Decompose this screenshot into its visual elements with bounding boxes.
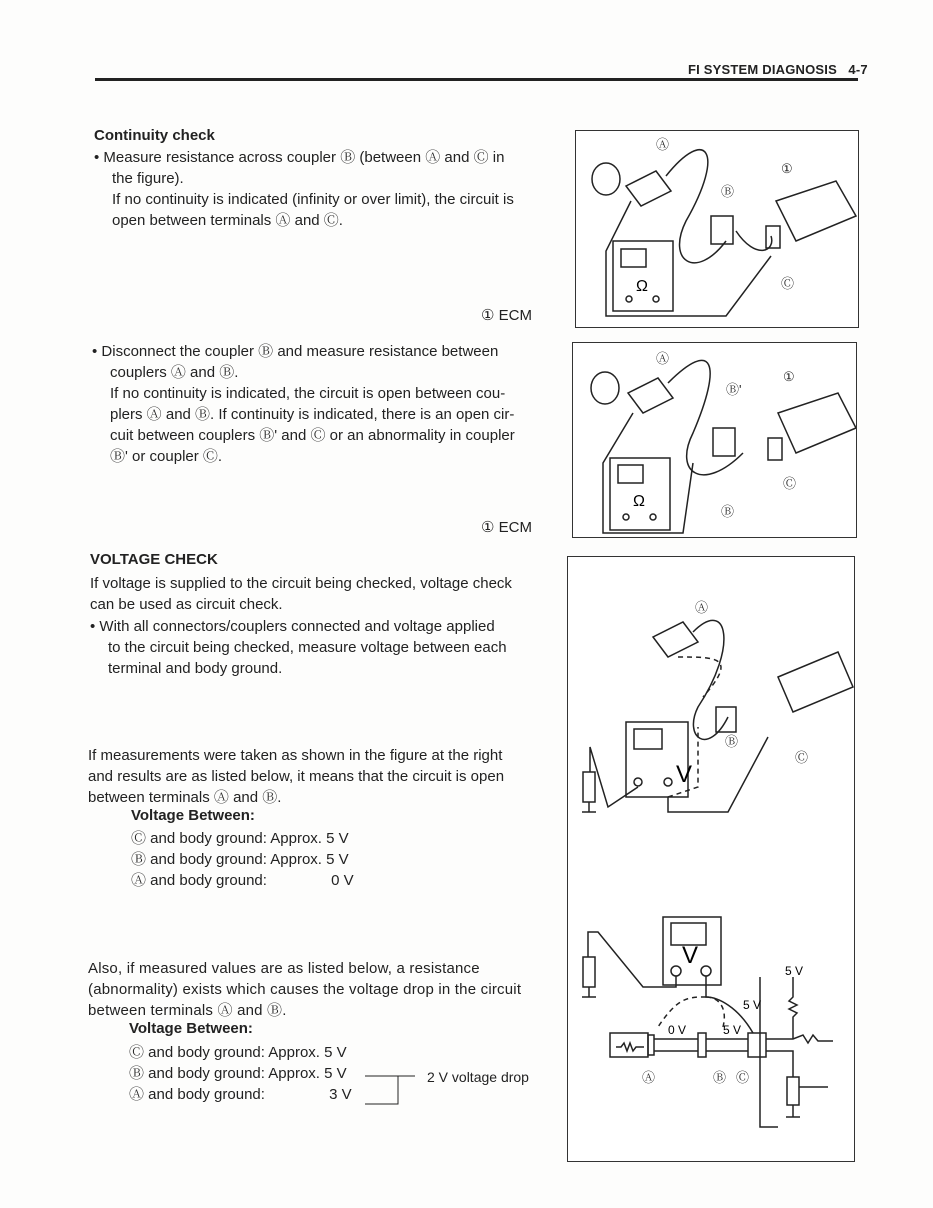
row-value: Approx. 5 V: [270, 830, 349, 847]
page-header: [688, 62, 868, 77]
text-line: • Disconnect the coupler Ⓑ and measure resistance between: [92, 343, 499, 360]
row-value: Approx. 5 V: [270, 851, 349, 868]
label-a: Ⓐ: [695, 600, 709, 615]
text-line: If no continuity is indicated (infinity or over limit), the circuit is: [112, 191, 514, 208]
drop-note: 2 V voltage drop: [427, 1069, 529, 1085]
text-line: couplers Ⓐ and Ⓑ.: [110, 364, 239, 381]
wiring-diagram: [568, 557, 854, 1161]
text-line: open between terminals Ⓐ and Ⓒ.: [112, 212, 343, 229]
text-line: Also, if measured values are as listed below, a resistance: [88, 960, 480, 977]
case1-text: [88, 745, 504, 808]
text-line: plers Ⓐ and Ⓑ. If continuity is indicated, there is an open cir-: [110, 406, 515, 423]
row-value: Approx. 5 V: [268, 1065, 347, 1082]
label-0v: 0 V: [668, 1023, 687, 1037]
voltage-heading: VOLTAGE CHECK: [90, 551, 218, 568]
case1-title: Voltage Between:: [131, 807, 255, 824]
row-label: Ⓑ and body ground:: [129, 1065, 265, 1082]
row-value: Approx. 5 V: [268, 1044, 347, 1061]
label-b: Ⓑ: [725, 734, 739, 749]
label-c: Ⓒ: [736, 1070, 750, 1085]
label-b: Ⓑ: [713, 1070, 727, 1085]
continuity-heading: Continuity check: [94, 127, 215, 144]
text-line: If no continuity is indicated, the circuit is open between cou-: [110, 385, 506, 402]
text-line: can be used as circuit check.: [90, 596, 283, 613]
text-line: If measurements were taken as shown in the figure at the right: [88, 747, 503, 764]
text-line: the figure).: [112, 170, 184, 187]
row-label: Ⓒ and body ground:: [131, 830, 267, 847]
row-label: Ⓐ and body ground:: [131, 872, 267, 889]
figure-caption: ① ECM: [481, 307, 532, 324]
header-rule: [95, 78, 858, 81]
text-line: between terminals Ⓐ and Ⓑ.: [88, 1002, 287, 1019]
continuity-para2: [92, 341, 515, 467]
section-title: FI SYSTEM DIAGNOSIS: [688, 62, 837, 77]
figure-voltage: [567, 556, 855, 1162]
wiring-diagram: [576, 131, 858, 327]
drop-bracket: [360, 1070, 420, 1110]
text-line: • Measure resistance across coupler Ⓑ (between Ⓐ and Ⓒ in: [94, 149, 505, 166]
voltage-intro: [90, 573, 512, 615]
page-number: 4-7: [848, 62, 868, 77]
ohm-symbol: Ω: [633, 493, 645, 510]
text-line: between terminals Ⓐ and Ⓑ.: [88, 789, 282, 806]
voltage-bullet: [90, 616, 507, 679]
row-label: Ⓒ and body ground:: [129, 1044, 265, 1061]
ohm-symbol: Ω: [636, 278, 648, 295]
text-line: terminal and body ground.: [108, 660, 283, 677]
row-label: Ⓑ and body ground:: [131, 851, 267, 868]
text-line: If voltage is supplied to the circuit being checked, voltage check: [90, 575, 512, 592]
volt-symbol: V: [682, 942, 699, 969]
label-c: Ⓒ: [781, 276, 795, 291]
label-c: Ⓒ: [795, 750, 809, 765]
figure-continuity-1: [575, 130, 859, 328]
row-label: Ⓐ and body ground:: [129, 1086, 265, 1103]
volt-symbol: V: [676, 761, 693, 788]
text-line: cuit between couplers Ⓑ' and Ⓒ or an abnormality in coupler: [110, 427, 515, 444]
figure-caption: ① ECM: [481, 519, 532, 536]
wiring-diagram: [573, 343, 856, 537]
case1-list: [131, 828, 354, 891]
text-line: Ⓑ' or coupler Ⓒ.: [110, 448, 223, 465]
text-line: (abnormality) exists which causes the voltage drop in the circuit: [88, 981, 522, 998]
label-a: Ⓐ: [656, 351, 670, 366]
case2-title: Voltage Between:: [129, 1020, 253, 1037]
case2-text: [88, 958, 521, 1021]
row-value: 3 V: [329, 1086, 352, 1103]
continuity-para1: [94, 147, 514, 231]
label-ecm: ①: [781, 161, 793, 176]
text-line: to the circuit being checked, measure voltage between each: [108, 639, 507, 656]
label-5v: 5 V: [743, 998, 762, 1012]
label-5v: 5 V: [723, 1023, 742, 1037]
label-5v: 5 V: [785, 964, 804, 978]
label-ecm: ①: [783, 369, 795, 384]
text-line: and results are as listed below, it means that the circuit is open: [88, 768, 505, 785]
row-value: 0 V: [331, 872, 354, 889]
label-b: Ⓑ: [721, 184, 735, 199]
label-a: Ⓐ: [642, 1070, 656, 1085]
label-a: Ⓐ: [656, 137, 670, 152]
case2-list: [129, 1042, 352, 1105]
label-c: Ⓒ: [783, 476, 797, 491]
figure-continuity-2: [572, 342, 857, 538]
label-b-prime: Ⓑ': [726, 382, 742, 397]
label-b: Ⓑ: [721, 504, 735, 519]
text-line: • With all connectors/couplers connected and voltage applied: [90, 618, 495, 635]
